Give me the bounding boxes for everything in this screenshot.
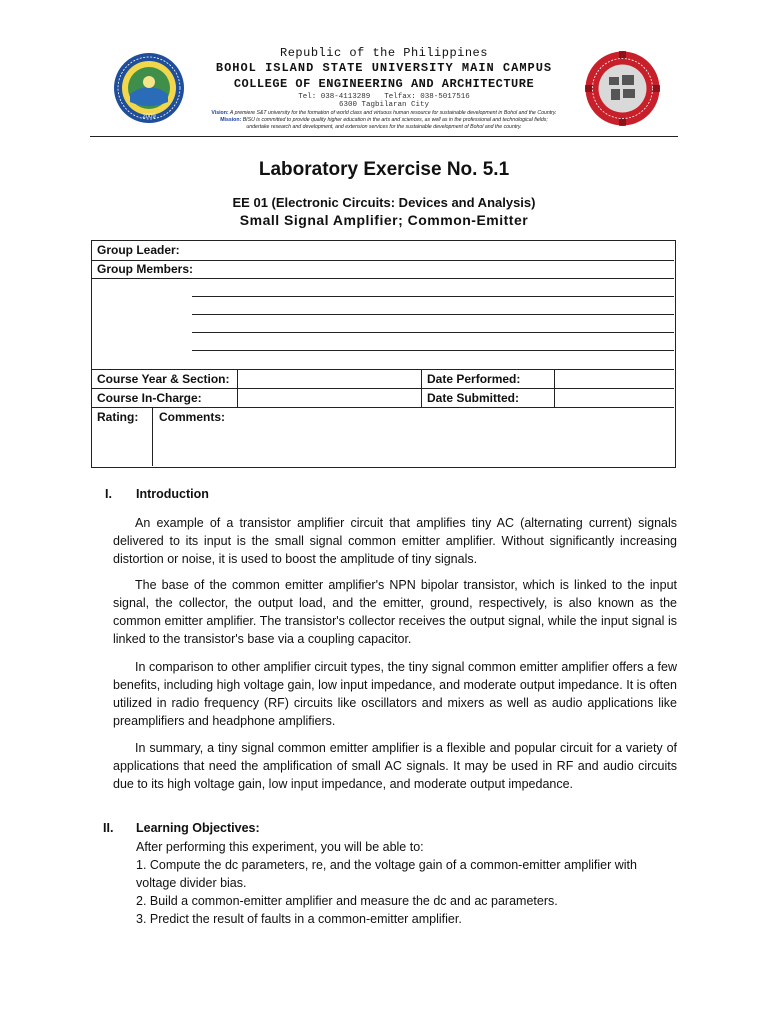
header-telfax: Telfax: 038-5017516 (384, 93, 470, 101)
intro-paragraph-3 (113, 658, 677, 730)
header-city: 6300 Tagbilaran City (338, 101, 429, 109)
section-heading-intro: Introduction (136, 487, 209, 501)
date-performed-label: Date Performed: (427, 372, 521, 386)
form-divider (92, 369, 674, 370)
vision-text: A premiere S&T university for the formation of world class and virtuous human resource for sustainable development in Bohol and the Country. (229, 110, 557, 116)
member-line-1[interactable] (192, 296, 674, 297)
objective-1: 1. Compute the dc parameters, re, and the voltage gain of a common-emitter amplifier with voltage divider bias. (136, 858, 637, 890)
mission-text: BISU is committed to provide quality higher education in the arts and sciences, as well as in the professional and technological fields; (242, 117, 548, 123)
mission-statement-cont: undertake research and development, and extension services for the sustainable development of Bohol and the country. (246, 124, 522, 130)
group-leader-label: Group Leader: (97, 243, 180, 257)
course-in-charge-label: Course In-Charge: (97, 391, 202, 405)
intro-paragraph-1-text: An example of a transistor amplifier circuit that amplifies tiny AC (alternating current) signals delivered to its input is the small signal common emitter amplifier. Without significantly increasing distortion or noise, it is used to boost the amplitude of tiny signals. (113, 516, 677, 566)
group-info-form (91, 240, 676, 468)
intro-paragraph-1 (113, 514, 677, 568)
lab-exercise-title: Laboratory Exercise No. 5.1 (258, 159, 510, 180)
intro-paragraph-2 (113, 576, 677, 648)
form-divider (92, 278, 674, 279)
member-line-3[interactable] (192, 332, 674, 333)
mission-label: Mission: (220, 117, 242, 123)
date-submitted-label: Date Submitted: (427, 391, 520, 405)
vision-label: Vision: (211, 110, 229, 116)
section-number-objectives: II. (103, 821, 114, 835)
form-column-divider (554, 369, 555, 407)
header-contact (0, 93, 768, 101)
intro-paragraph-2-text: The base of the common emitter amplifier's NPN bipolar transistor, which is linked to the input signal, the collector, the output load, and the emitter, ground, respectively, is also known as the common emitter amplifier. The transistor's collector receives the output signal, while the input signal is linked to the transistor's base via a coupling capacitor. (113, 578, 677, 646)
seal-year: 2009 (142, 114, 156, 120)
form-column-divider (152, 407, 153, 466)
section-number-intro: I. (105, 487, 112, 501)
form-divider (92, 407, 674, 408)
vision-statement (150, 110, 618, 117)
intro-paragraph-4-text: In summary, a tiny signal common emitter amplifier is a flexible and popular circuit for a variety of applications that need the amplification of small AC signals. It may be used in RF and audio circuits due to its high voltage gain, low input impedance, and moderate output impedance. (113, 741, 677, 791)
rating-label: Rating: (97, 410, 139, 424)
form-column-divider (237, 369, 238, 407)
comments-label: Comments: (159, 410, 226, 424)
form-column-divider (421, 369, 422, 407)
form-divider (92, 388, 674, 389)
mission-statement (150, 117, 618, 124)
course-year-section-label: Course Year & Section: (97, 372, 230, 386)
header-college: COLLEGE OF ENGINEERING AND ARCHITECTURE (233, 77, 535, 91)
member-line-2[interactable] (192, 314, 674, 315)
objectives-lead: After performing this experiment, you will be able to: (136, 840, 424, 854)
intro-paragraph-3-text: In comparison to other amplifier circuit types, the tiny signal common emitter amplifier offers a few benefits, including high voltage gain, low input impedance, and moderate output impedance. It is often utilized in radio frequency (RF) circuits like oscillators and mixers as well as audio applications like preamplifiers and headphone amplifiers. (113, 660, 677, 728)
objective-3: 3. Predict the result of faults in a common-emitter amplifier. (136, 912, 462, 926)
group-members-label: Group Members: (97, 262, 194, 276)
section-heading-objectives: Learning Objectives: (136, 821, 260, 835)
objective-2: 2. Build a common-emitter amplifier and measure the dc and ac parameters. (136, 894, 558, 908)
header-republic: Republic of the Philippines (280, 46, 488, 60)
member-line-4[interactable] (192, 350, 674, 351)
course-title: EE 01 (Electronic Circuits: Devices and Analysis) (232, 195, 536, 210)
exercise-title: Small Signal Amplifier; Common-Emitter (239, 212, 529, 228)
form-divider (92, 260, 674, 261)
header-university: BOHOL ISLAND STATE UNIVERSITY MAIN CAMPUS (215, 61, 553, 75)
header-divider (90, 136, 678, 137)
intro-paragraph-4 (113, 739, 677, 793)
header-tel: Tel: 038-4113289 (298, 93, 371, 101)
